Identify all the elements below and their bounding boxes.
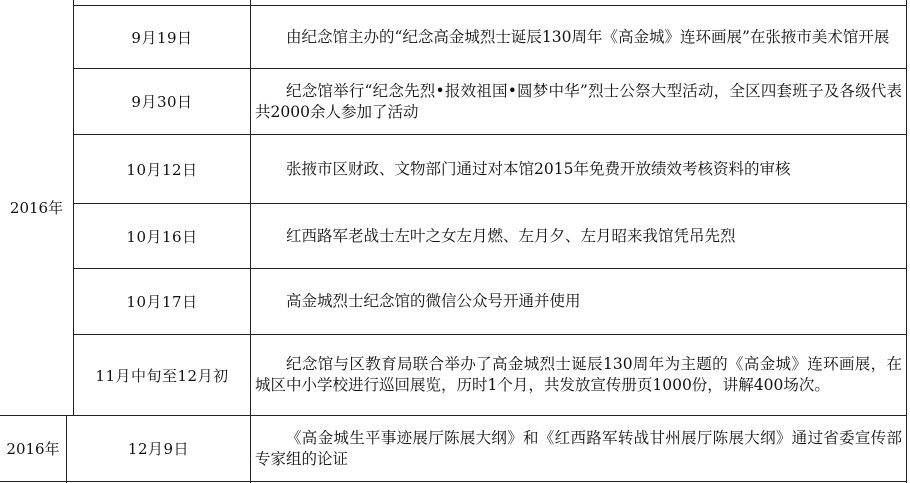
event-cell xyxy=(251,6,906,68)
event-text: 张掖市区财政、文物部门通过对本馆2015年免费开放绩效考核资料的审核 xyxy=(286,159,791,178)
date-label: 10月16日 xyxy=(126,227,198,246)
year-cell xyxy=(0,415,66,481)
year-cell xyxy=(0,0,73,415)
date-cell xyxy=(74,6,250,68)
date-label: 12月9日 xyxy=(127,440,190,458)
date-cell xyxy=(74,69,250,134)
event-text: 由纪念馆主办的“纪念高金城烈士诞辰130周年《高金城》连环画展”在张掖市美术馆开展 xyxy=(286,27,890,46)
date-cell xyxy=(67,416,250,481)
date-label: 9月30日 xyxy=(131,93,193,111)
year-label: 2016年 xyxy=(6,439,60,458)
event-cell xyxy=(251,135,906,203)
event-cell xyxy=(251,335,906,415)
date-label: 10月17日 xyxy=(126,293,198,311)
date-cell xyxy=(74,335,250,415)
date-label: 9月19日 xyxy=(131,28,193,47)
date-cell xyxy=(74,135,250,203)
year-label: 2016年 xyxy=(9,199,64,217)
event-text: 《高金城生平事迹展厅陈展大纲》和《红西路军转战甘州展厅陈展大纲》通过省委宣传部专家组的论证 xyxy=(255,428,902,468)
event-cell xyxy=(251,269,906,334)
event-cell xyxy=(251,416,906,481)
date-cell xyxy=(74,269,250,334)
date-cell xyxy=(74,204,250,268)
event-cell xyxy=(251,69,906,134)
event-text: 纪念馆与区教育局联合举办了高金城烈士诞辰130周年为主题的《高金城》连环画展，在城区中小学校进行巡回展览，历时1个月，共发放宣传册页1000份，讲解400场次。 xyxy=(255,355,902,394)
date-label: 10月12日 xyxy=(126,160,198,179)
date-label: 11月中旬至12月初 xyxy=(95,366,229,385)
event-text: 红西路军老战士左叶之女左月燃、左月夕、左月昭来我馆凭吊先烈 xyxy=(286,226,736,245)
event-cell xyxy=(251,204,906,268)
grid-line xyxy=(906,0,907,483)
event-text: 纪念馆举行“纪念先烈•报效祖国•圆梦中华”烈士公祭大型活动，全区四套班子及各级代表共2000余人参加了活动 xyxy=(255,81,902,121)
event-text: 高金城烈士纪念馆的微信公众号开通并使用 xyxy=(286,292,581,310)
grid-line xyxy=(0,481,907,482)
